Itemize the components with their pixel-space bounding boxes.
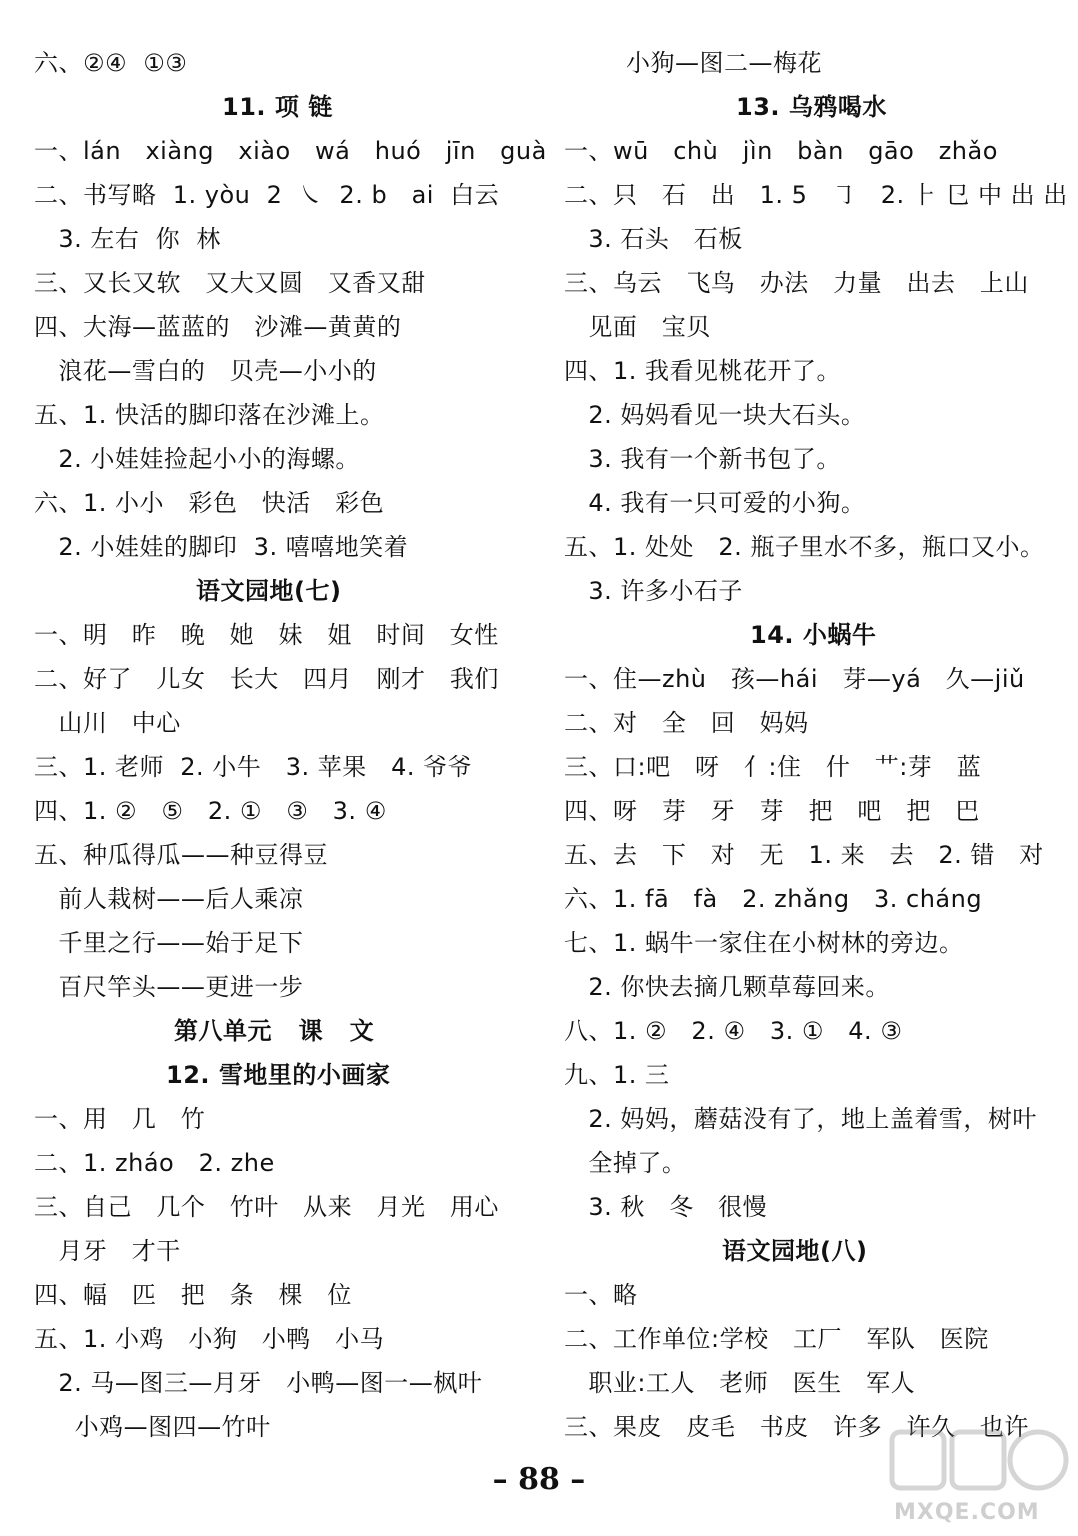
answer-line: 二、书写略 1. yòu 2 ㇏ 2. b ai 白云 xyxy=(34,181,500,209)
answer-line: 一、用 几 竹 xyxy=(34,1105,206,1133)
answer-line: 六、②④ ①③ xyxy=(34,49,188,77)
section-heading: 语文园地(八) xyxy=(722,1237,868,1265)
answer-line: 五、1. 小鸡 小狗 小鸭 小马 xyxy=(34,1325,385,1353)
answer-line: 二、工作单位:学校 工厂 军队 医院 xyxy=(564,1325,989,1353)
answer-line: 职业:工人 老师 医生 军人 xyxy=(564,1369,916,1397)
lesson-heading: 11. 项 链 xyxy=(222,93,333,121)
lesson-heading: 12. 雪地里的小画家 xyxy=(166,1061,391,1089)
answer-line: 五、种瓜得瓜——种豆得豆 xyxy=(34,841,328,869)
answer-line: 2. 马—图三—月牙 小鸭—图一—枫叶 xyxy=(34,1369,483,1397)
answer-line: 四、幅 匹 把 条 棵 位 xyxy=(34,1281,352,1309)
answer-line: 月牙 才干 xyxy=(34,1237,181,1265)
answer-line: 一、住—zhù 孩—hái 芽—yá 久—jiǔ xyxy=(564,665,1025,693)
answer-line: 四、1. ② ⑤ 2. ① ③ 3. ④ xyxy=(34,797,387,825)
answer-line: 前人栽树——后人乘凉 xyxy=(34,885,304,913)
watermark-logo xyxy=(888,1424,1072,1532)
answer-line: 二、好了 儿女 长大 四月 刚才 我们 xyxy=(34,665,499,693)
answer-line: 一、wū chù jìn bàn gāo zhǎo xyxy=(564,137,998,165)
answer-line: 七、1. 蜗牛一家住在小树林的旁边。 xyxy=(564,929,964,957)
answer-line: 3. 我有一个新书包了。 xyxy=(564,445,841,473)
answer-line: 一、明 昨 晚 她 妹 姐 时间 女性 xyxy=(34,621,499,649)
answer-line: 见面 宝贝 xyxy=(564,313,711,341)
answer-line: 六、1. fā fà 2. zhǎng 3. cháng xyxy=(564,885,983,913)
answer-line: 五、1. 快活的脚印落在沙滩上。 xyxy=(34,401,385,429)
answer-line: 二、对 全 回 妈妈 xyxy=(564,709,809,737)
answer-line: 四、大海—蓝蓝的 沙滩—黄黄的 xyxy=(34,313,402,341)
answer-line: 四、呀 芽 牙 芽 把 吧 把 巴 xyxy=(564,797,980,825)
answer-line: 二、只 石 出 1. 5 ㇆ 2. ⺊ 㔾 中 出 出 xyxy=(564,181,1068,209)
answer-line: 小鸡—图四—竹叶 xyxy=(34,1413,271,1441)
answer-line: 千里之行——始于足下 xyxy=(34,929,304,957)
unit-heading: 第八单元 课 文 xyxy=(174,1017,375,1045)
answer-line: 六、1. 小小 彩色 快活 彩色 xyxy=(34,489,385,517)
answer-line: 三、乌云 飞鸟 办法 力量 出去 上山 xyxy=(564,269,1029,297)
answer-line: 4. 我有一只可爱的小狗。 xyxy=(564,489,866,517)
watermark-shape-icon xyxy=(888,1424,1072,1504)
lesson-heading: 14. 小蜗牛 xyxy=(750,621,877,649)
watermark-text: MXQE.COM xyxy=(894,1500,1040,1525)
answer-line: 山川 中心 xyxy=(34,709,181,737)
answer-line: 2. 小娃娃捡起小小的海螺。 xyxy=(34,445,360,473)
answer-line: 三、1. 老师 2. 小牛 3. 苹果 4. 爷爷 xyxy=(34,753,473,781)
section-heading: 语文园地(七) xyxy=(196,577,342,605)
answer-line: 浪花—雪白的 贝壳—小小的 xyxy=(34,357,377,385)
answer-line: 2. 你快去摘几颗草莓回来。 xyxy=(564,973,890,1001)
answer-line: 2. 妈妈，蘑菇没有了，地上盖着雪，树叶 xyxy=(564,1105,1037,1133)
answer-line: 百尺竿头——更进一步 xyxy=(34,973,304,1001)
answer-line: 一、略 xyxy=(564,1281,638,1309)
answer-line: 3. 左右 你 林 xyxy=(34,225,221,253)
answer-line: 五、1. 处处 2. 瓶子里水不多，瓶口又小。 xyxy=(564,533,1045,561)
answer-line: 一、lán xiàng xiào wá huó jīn guà xyxy=(34,137,547,165)
lesson-heading: 13. 乌鸦喝水 xyxy=(736,93,887,121)
answer-line: 3. 许多小石子 xyxy=(564,577,743,605)
answer-line: 3. 石头 石板 xyxy=(564,225,743,253)
answer-line: 2. 妈妈看见一块大石头。 xyxy=(564,401,866,429)
answer-line: 四、1. 我看见桃花开了。 xyxy=(564,357,842,385)
answer-line: 三、果皮 皮毛 书皮 许多 许久 也许 xyxy=(564,1413,1029,1441)
answer-line: 二、1. zháo 2. zhe xyxy=(34,1149,275,1177)
answer-line: 三、又长又软 又大又圆 又香又甜 xyxy=(34,269,426,297)
answer-line: 2. 小娃娃的脚印 3. 嘻嘻地笑着 xyxy=(34,533,409,561)
answer-line: 九、1. 三 xyxy=(564,1061,670,1089)
answer-line: 三、口:吧 呀 亻:住 什 艹:芽 蓝 xyxy=(564,753,982,781)
page-number: – 88 – xyxy=(492,1462,586,1497)
answer-line: 3. 秋 冬 很慢 xyxy=(564,1193,768,1221)
answer-line: 小狗—图二—梅花 xyxy=(626,49,822,77)
answer-line: 八、1. ② 2. ④ 3. ① 4. ③ xyxy=(564,1017,903,1045)
answer-line: 三、自己 几个 竹叶 从来 月光 用心 xyxy=(34,1193,499,1221)
answer-line: 全掉了。 xyxy=(564,1149,687,1177)
answer-line: 五、去 下 对 无 1. 来 去 2. 错 对 xyxy=(564,841,1044,869)
